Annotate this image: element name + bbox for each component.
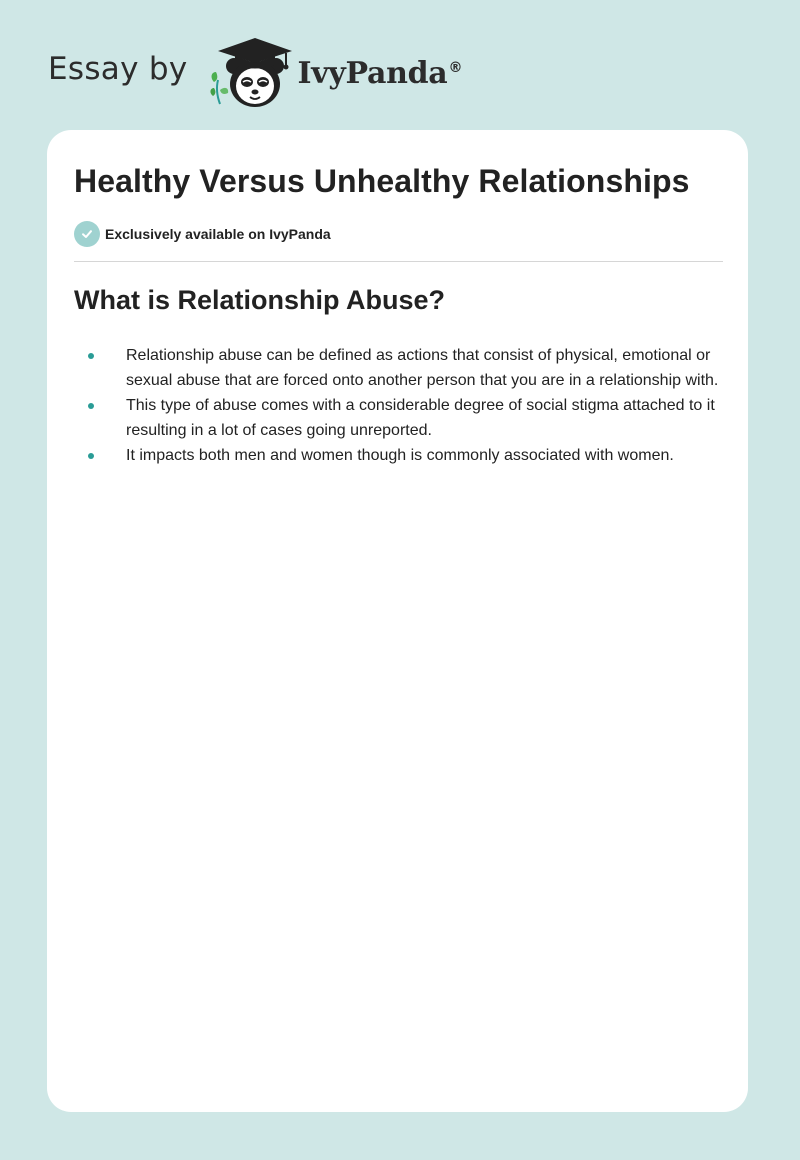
list-item-text: Relationship abuse can be defined as actions that consist of physical, emotional or sexual abuse that are forced onto another person that you are in a relationship with. — [126, 347, 719, 389]
bullet-list — [74, 343, 724, 468]
brand-name-text: IvyPanda — [297, 55, 448, 91]
brand-prefix: Essay by — [48, 51, 188, 87]
registered-mark: ® — [448, 59, 463, 76]
essay-card — [47, 130, 748, 1112]
exclusive-badge — [74, 221, 331, 247]
brand-name — [298, 56, 463, 91]
list-item-text: This type of abuse comes with a considerable degree of social stigma attached to it resulting in a lot of cases going unreported. — [126, 397, 715, 439]
bullet-dot — [88, 453, 94, 459]
exclusive-badge-text: Exclusively available on IvyPanda — [105, 226, 331, 242]
divider — [74, 261, 723, 262]
check-circle-icon — [74, 221, 100, 247]
list-item-text: It impacts both men and women though is commonly associated with women. — [126, 447, 674, 464]
ivypanda-logo-icon — [204, 32, 296, 112]
essay-title: Healthy Versus Unhealthy Relationships — [74, 163, 690, 199]
list-item — [74, 393, 724, 443]
section-heading: What is Relationship Abuse? — [74, 285, 446, 315]
bullet-dot — [88, 403, 94, 409]
bullet-dot — [88, 353, 94, 359]
list-item — [74, 343, 724, 393]
list-item — [74, 443, 724, 468]
brand-header — [48, 32, 462, 112]
